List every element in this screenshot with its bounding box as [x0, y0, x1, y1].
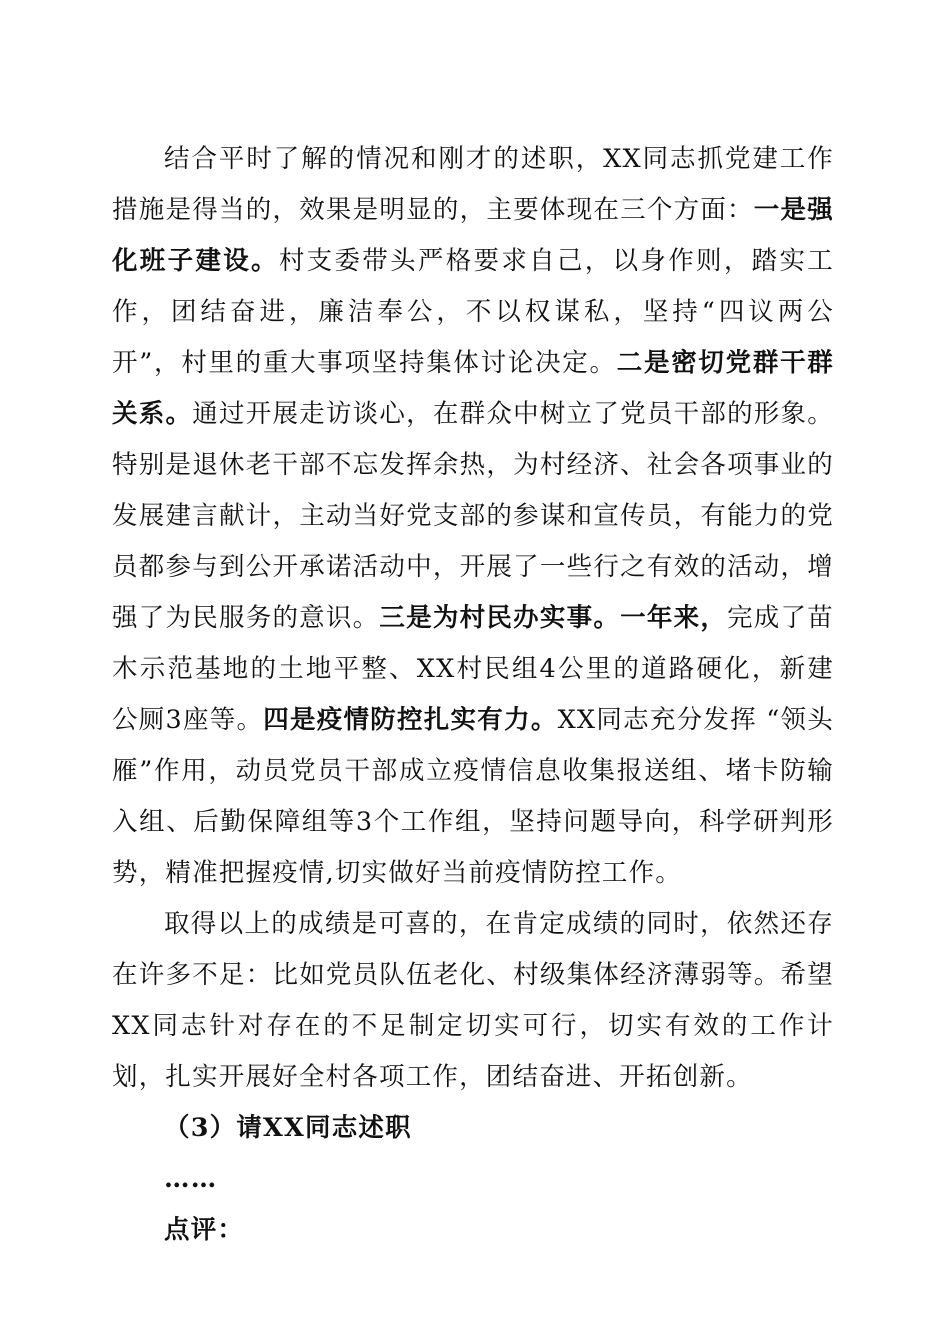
point-two-text: 通过开展走访谈心，在群众中树立了党员干部的形象。特别是退休老干部不忘发挥余热，为村经济、社会各项事业的发展建言献计，主动当好党支部的参谋和宣传员，有能力的党员都参与到公开承诺活动中，开展了一些行之有效的活动，增强了为民服务的意识。	[112, 399, 834, 633]
item-three-heading: （3）请XX同志述职	[164, 1113, 412, 1143]
point-four-heading: 四是疫情防控扎实有力。	[263, 705, 558, 735]
shortcomings-text: 取得以上的成绩是可喜的，在肯定成绩的同时，依然还存在许多不足：比如党员队伍老化、村级集体经济薄弱等。希望XX同志针对存在的不足制定切实可行，切实有效的工作计划，扎实开展好全村各项工作，团结奋进、开拓创新。	[112, 909, 834, 1092]
point-one-text: 村支委带头严格要求自己，以身作则，踏实工作，团结奋进，廉洁奉公，不以权谋私，坚持“四议两公开”，村里的重大事项坚持集体讨论决定。	[112, 246, 834, 378]
point-two-heading: 二是密切党群干群关系。	[112, 348, 834, 429]
paragraph-achievements	[112, 134, 834, 899]
point-three-heading: 三是为村民办实事。一年来，	[379, 603, 728, 633]
point-four-text: XX同志充分发挥 “领头雁”作用，动员党员干部成立疫情信息收集报送组、堵卡防输入组、后勤保障组等3个工作组，坚持问题导向，科学研判形势，精准把握疫情,切实做好当前疫情防控工作。	[112, 705, 834, 888]
ellipsis-line: ……	[164, 1164, 218, 1194]
point-three-text: 完成了苗木示范基地的土地平整、XX村民组4公里的道路硬化，新建公厕3座等。	[112, 603, 834, 735]
point-one-heading: 一是强化班子建设。	[112, 195, 834, 276]
document-page	[112, 134, 834, 1256]
comment-heading: 点评：	[164, 1215, 245, 1245]
paragraph-intro-text: 结合平时了解的情况和刚才的述职，XX同志抓党建工作措施是得当的，效果是明显的，主要体现在三个方面：	[112, 144, 834, 225]
paragraph-shortcomings	[112, 899, 834, 1103]
